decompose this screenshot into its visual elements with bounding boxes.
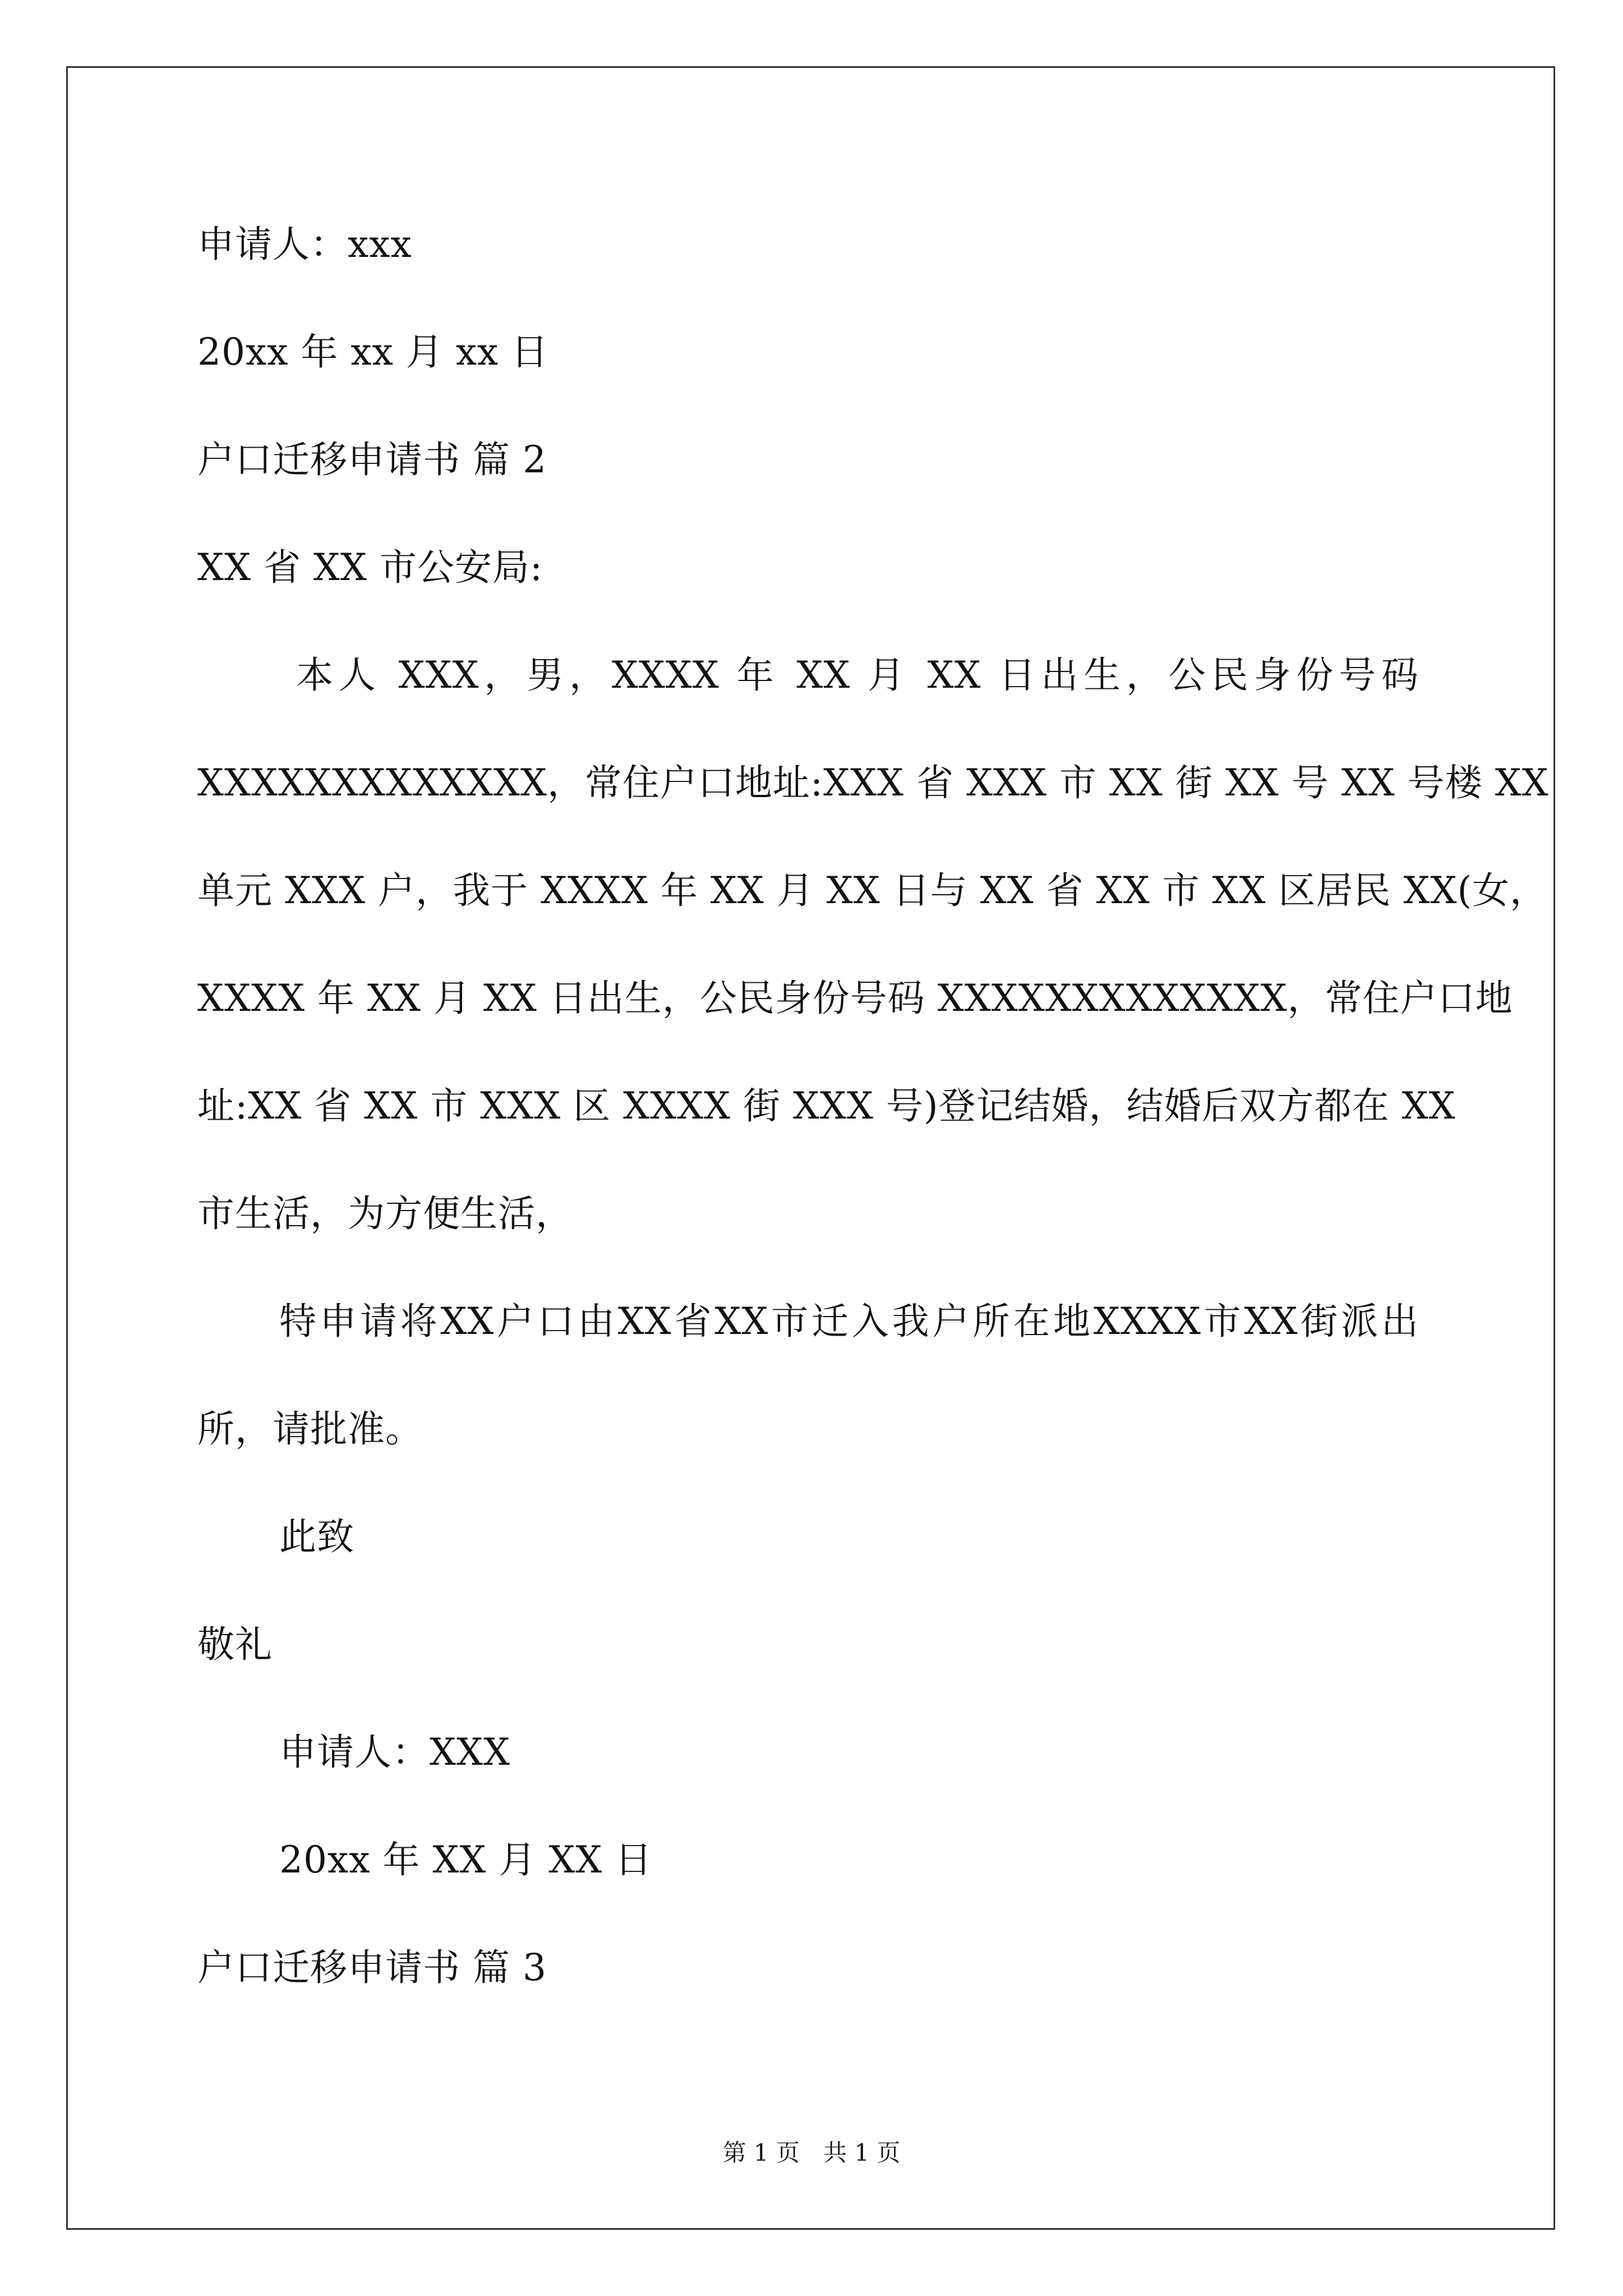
date-line-1: 20xx 年 xx 月 xx 日 [197,330,549,374]
section-heading-2: 户口迁移申请书 篇 2 [197,438,547,481]
paragraph-2-line-2: 所，请批准。 [197,1407,423,1451]
paragraph-1-line-5: 址:XX 省 XX 市 XXX 区 XXXX 街 XXX 号)登记结婚，结婚后双方都在 XX [197,1084,1456,1128]
applicant-line-1: 申请人：xxx [197,223,412,266]
paragraph-1-line-3: 单元 XXX 户，我于 XXXX 年 XX 月 XX 日与 XX 省 XX 市 XX 区居民 XX(女， [197,869,1548,912]
closing-salutation: 此致 [279,1515,354,1558]
paragraph-1-line-6: 市生活，为方便生活， [197,1192,573,1235]
paragraph-1-line-1: 本人 XXX，男，XXXX 年 XX 月 XX 日出生，公民身份号码 [296,654,1419,697]
section-heading-3: 户口迁移申请书 篇 3 [197,1946,547,1989]
paragraph-1-line-2: XXXXXXXXXXXXX，常住户口地址:XXX 省 XXX 市 XX 街 XX 号 XX 号楼 XX [197,761,1549,804]
page-footer: 第 1 页 共 1 页 [722,2139,901,2166]
paragraph-1-line-4: XXXX 年 XX 月 XX 日出生，公民身份号码 XXXXXXXXXXXXX，常住户口地 [197,977,1513,1020]
page-border [66,66,1555,2230]
applicant-line-2: 申请人：XXX [279,1731,510,1774]
closing-regards: 敬礼 [197,1623,273,1666]
date-line-2: 20xx 年 XX 月 XX 日 [279,1838,653,1881]
paragraph-2-line-1: 特申请将XX户口由XX省XX市迁入我户所在地XXXX市XX街派出 [279,1300,1419,1343]
addressee-line: XX 省 XX 市公安局: [197,546,543,589]
